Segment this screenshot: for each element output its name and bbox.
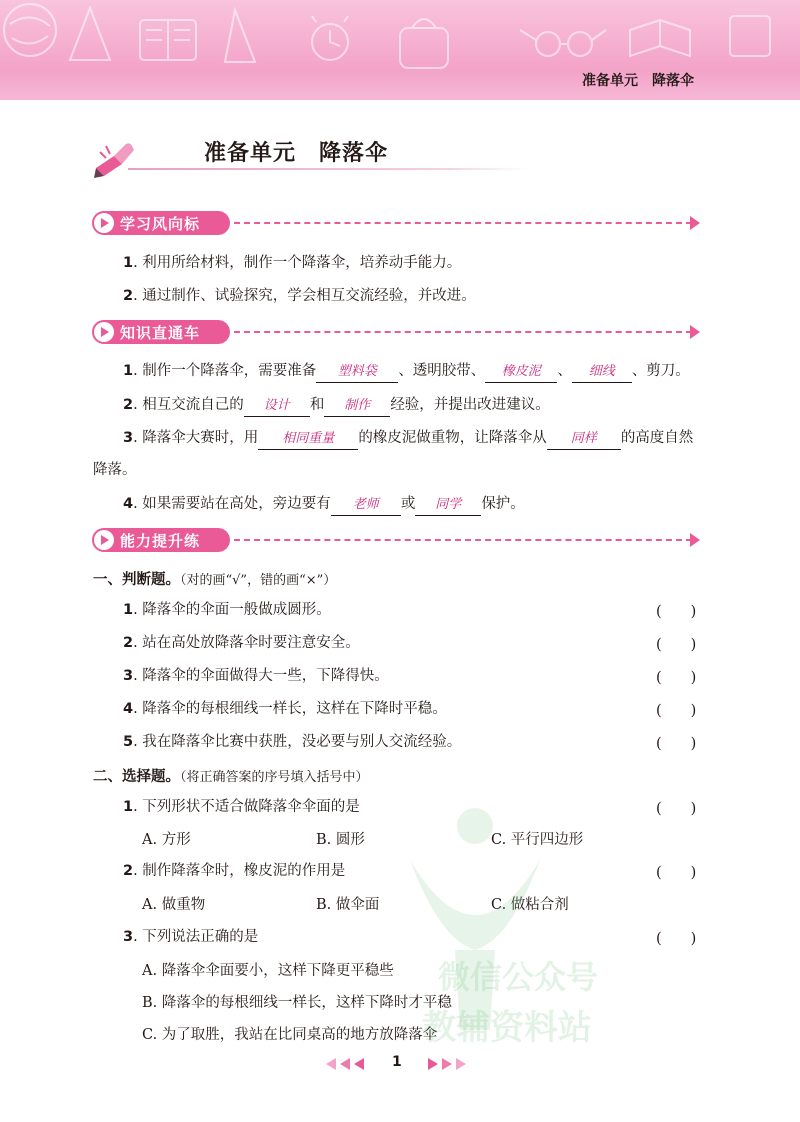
section-goals-header	[92, 211, 704, 235]
section-knowledge-label: 知识直通车	[120, 324, 201, 342]
answer-blank: 老师	[331, 495, 401, 516]
goal-item: 1. 利用所给材料，制作一个降落伞，培养动手能力。	[123, 255, 462, 271]
arrow-right-icon	[690, 325, 700, 339]
section-dashed-line	[234, 331, 692, 333]
section-knowledge-header	[92, 320, 704, 344]
play-icon	[94, 322, 114, 342]
choice-option-c[interactable]: C. 为了取胜，我站在比同桌高的地方放降落伞	[142, 1027, 438, 1043]
choice-question: 2. 制作降落伞时，橡皮泥的作用是	[123, 863, 346, 879]
choice-section-title: 二、选择题。（将正确答案的序号填入括号中）	[93, 769, 369, 785]
choice-option-a[interactable]: A. 做重物	[142, 897, 206, 913]
answer-parentheses[interactable]: ( )	[656, 670, 697, 686]
play-icon	[94, 213, 114, 233]
watermark-text-2: 教辅资料站	[422, 1008, 592, 1048]
watermark-text-1: 微信公众号	[438, 958, 599, 996]
unit-title: 准备单元 降落伞	[204, 141, 389, 166]
section-dashed-line	[234, 222, 692, 224]
section-practice-header	[92, 528, 704, 552]
choice-option-a[interactable]: A. 方形	[142, 832, 191, 848]
knowledge-question-1: 1. 制作一个降落伞，需要准备 塑料袋 、透明胶带、 橡皮泥 、 细线 、剪刀。	[123, 361, 690, 383]
choice-option-c[interactable]: C. 平行四边形	[491, 832, 584, 848]
choice-option-a[interactable]: A. 降落伞伞面要小，这样下降更平稳些	[142, 963, 394, 979]
unit-banner-underline	[128, 168, 528, 170]
choice-question: 1. 下列形状不适合做降落伞伞面的是	[123, 799, 360, 815]
play-icon	[94, 530, 114, 550]
arrows-right-icon	[428, 1058, 478, 1070]
arrow-right-icon	[690, 216, 700, 230]
answer-parentheses[interactable]: ( )	[656, 703, 697, 719]
header-title: 准备单元 降落伞	[582, 73, 694, 89]
knowledge-question-3: 3. 降落伞大赛时，用 相同重量 的橡皮泥做重物，让降落伞从 同样 的高度自然	[123, 428, 693, 450]
knowledge-question-2: 2. 相互交流自己的 设计 和 制作 经验，并提出改进建议。	[123, 395, 550, 417]
unit-banner	[92, 134, 532, 180]
section-goals-label: 学习风向标	[120, 215, 201, 233]
answer-blank: 同样	[547, 429, 621, 450]
knowledge-question-3-continued: 降落。	[93, 462, 137, 478]
judge-item: 2. 站在高处放降落伞时要注意安全。	[123, 635, 360, 651]
answer-parentheses[interactable]: ( )	[656, 865, 697, 881]
judge-item: 4. 降落伞的每根细线一样长，这样在下降时平稳。	[123, 701, 447, 717]
answer-blank: 细线	[572, 362, 632, 383]
answer-parentheses[interactable]: ( )	[656, 736, 697, 752]
answer-parentheses[interactable]: ( )	[656, 637, 697, 653]
page-number: 1	[392, 1054, 402, 1070]
choice-option-c[interactable]: C. 做粘合剂	[491, 897, 569, 913]
judge-item: 3. 降落伞的伞面做得大一些，下降得快。	[123, 668, 389, 684]
judge-section-title: 一、判断题。（对的画“√”，错的画“×”）	[93, 572, 337, 588]
knowledge-question-4: 4. 如果需要站在高处，旁边要有 老师 或 同学 保护。	[123, 494, 525, 516]
answer-blank: 同学	[415, 495, 481, 516]
judge-item: 5. 我在降落伞比赛中获胜，没必要与别人交流经验。	[123, 734, 462, 750]
arrow-right-icon	[690, 533, 700, 547]
choice-option-b[interactable]: B. 做伞面	[316, 897, 380, 913]
judge-item: 1. 降落伞的伞面一般做成圆形。	[123, 602, 331, 618]
section-dashed-line	[234, 539, 692, 541]
choice-option-b[interactable]: B. 降落伞的每根细线一样长，这样下降时才平稳	[142, 995, 452, 1011]
answer-blank: 橡皮泥	[485, 362, 557, 383]
goal-item: 2. 通过制作、试验探究，学会相互交流经验，并改进。	[123, 288, 476, 304]
answer-blank: 相同重量	[258, 429, 358, 450]
pencil-icon	[92, 134, 136, 180]
section-practice-label: 能力提升练	[120, 532, 201, 550]
arrows-left-icon	[326, 1058, 376, 1070]
choice-option-b[interactable]: B. 圆形	[316, 832, 365, 848]
answer-parentheses[interactable]: ( )	[656, 604, 697, 620]
answer-blank: 制作	[324, 396, 390, 417]
answer-blank: 设计	[244, 396, 310, 417]
choice-question: 3. 下列说法正确的是	[123, 929, 259, 945]
answer-blank: 塑料袋	[316, 362, 398, 383]
answer-parentheses[interactable]: ( )	[656, 931, 697, 947]
answer-parentheses[interactable]: ( )	[656, 801, 697, 817]
page-header-band	[0, 0, 800, 100]
